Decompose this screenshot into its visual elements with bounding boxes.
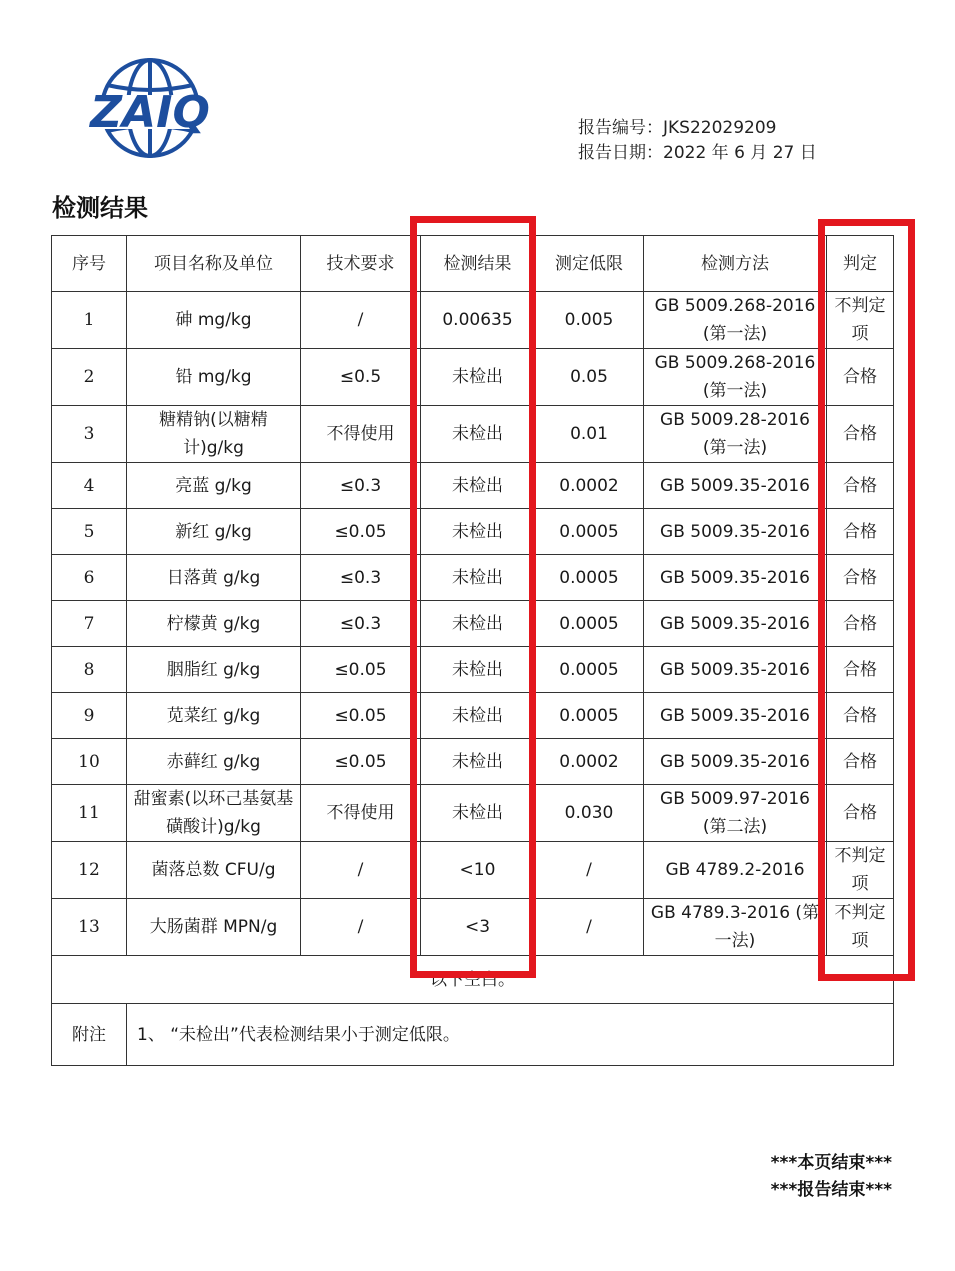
row-requirement: ≤0.3 (301, 555, 421, 601)
row-method: GB 5009.35-2016 (644, 509, 827, 555)
row-item: 柠檬黄 g/kg (127, 601, 301, 647)
header-index: 序号 (52, 236, 127, 292)
row-index: 12 (52, 842, 127, 899)
row-verdict: 合格 (827, 739, 894, 785)
table-row (52, 647, 894, 693)
row-index: 1 (52, 292, 127, 349)
blank-row (52, 956, 894, 1004)
row-limit: 0.0002 (535, 463, 644, 509)
row-verdict: 合格 (827, 406, 894, 463)
row-requirement: ≤0.05 (301, 693, 421, 739)
row-requirement: / (301, 292, 421, 349)
row-requirement: ≤0.3 (301, 463, 421, 509)
row-verdict: 合格 (827, 509, 894, 555)
row-item: 胭脂红 g/kg (127, 647, 301, 693)
remark-text: 1、 “未检出”代表检测结果小于测定低限。 (127, 1004, 894, 1066)
row-item: 甜蜜素(以环己基氨基磺酸计)g/kg (127, 785, 301, 842)
table-row (52, 601, 894, 647)
row-verdict: 合格 (827, 601, 894, 647)
row-result: 未检出 (421, 509, 535, 555)
row-result: 未检出 (421, 406, 535, 463)
table-row (52, 693, 894, 739)
row-index: 3 (52, 406, 127, 463)
row-result: 未检出 (421, 647, 535, 693)
row-verdict: 合格 (827, 785, 894, 842)
row-index: 8 (52, 647, 127, 693)
row-result: <10 (421, 842, 535, 899)
table-row (52, 463, 894, 509)
row-method: GB 5009.35-2016 (644, 601, 827, 647)
row-item: 新红 g/kg (127, 509, 301, 555)
row-requirement: / (301, 842, 421, 899)
row-limit: 0.0005 (535, 647, 644, 693)
row-requirement: ≤0.05 (301, 509, 421, 555)
section-title: 检测结果 (52, 194, 148, 222)
row-requirement: ≤0.05 (301, 647, 421, 693)
row-index: 2 (52, 349, 127, 406)
header-limit: 测定低限 (535, 236, 644, 292)
row-limit: 0.0005 (535, 509, 644, 555)
row-requirement: 不得使用 (301, 406, 421, 463)
row-result: 0.00635 (421, 292, 535, 349)
row-limit: 0.005 (535, 292, 644, 349)
row-index: 10 (52, 739, 127, 785)
row-verdict: 合格 (827, 349, 894, 406)
row-limit: / (535, 842, 644, 899)
row-item: 赤藓红 g/kg (127, 739, 301, 785)
row-method: GB 5009.35-2016 (644, 693, 827, 739)
row-result: 未检出 (421, 601, 535, 647)
row-verdict: 合格 (827, 693, 894, 739)
row-verdict: 不判定项 (827, 292, 894, 349)
row-limit: / (535, 899, 644, 956)
row-item: 菌落总数 CFU/g (127, 842, 301, 899)
row-result: 未检出 (421, 693, 535, 739)
row-limit: 0.0005 (535, 555, 644, 601)
row-method: GB 5009.35-2016 (644, 555, 827, 601)
results-table (51, 235, 894, 1066)
row-result: 未检出 (421, 463, 535, 509)
row-index: 6 (52, 555, 127, 601)
logo-text: ZAIQ (90, 87, 210, 138)
row-method: GB 5009.28-2016 (第一法) (644, 406, 827, 463)
row-limit: 0.05 (535, 349, 644, 406)
row-item: 铅 mg/kg (127, 349, 301, 406)
row-item: 大肠菌群 MPN/g (127, 899, 301, 956)
row-index: 7 (52, 601, 127, 647)
report-number: 报告编号：JKS22029209 (578, 118, 777, 138)
row-verdict: 合格 (827, 463, 894, 509)
header-result: 检测结果 (421, 236, 535, 292)
header-item: 项目名称及单位 (127, 236, 301, 292)
row-requirement: ≤0.3 (301, 601, 421, 647)
row-index: 11 (52, 785, 127, 842)
page-end-text: ***本页结束*** (770, 1153, 892, 1173)
row-method: GB 5009.268-2016 (第一法) (644, 349, 827, 406)
table-row (52, 899, 894, 956)
blank-note: 以下空白。 (52, 956, 894, 1004)
row-limit: 0.0005 (535, 693, 644, 739)
row-method: GB 5009.35-2016 (644, 647, 827, 693)
globe-icon (55, 55, 245, 165)
header-method: 检测方法 (644, 236, 827, 292)
row-method: GB 4789.3-2016 (第一法) (644, 899, 827, 956)
row-method: GB 5009.268-2016 (第一法) (644, 292, 827, 349)
table-row (52, 349, 894, 406)
row-item: 苋菜红 g/kg (127, 693, 301, 739)
row-requirement: ≤0.5 (301, 349, 421, 406)
row-item: 糖精钠(以糖精计)g/kg (127, 406, 301, 463)
row-method: GB 5009.97-2016 (第二法) (644, 785, 827, 842)
row-item: 亮蓝 g/kg (127, 463, 301, 509)
row-limit: 0.0005 (535, 601, 644, 647)
table-header-row (52, 236, 894, 292)
table-row (52, 842, 894, 899)
row-result: 未检出 (421, 739, 535, 785)
table-row (52, 292, 894, 349)
row-verdict: 合格 (827, 555, 894, 601)
row-method: GB 5009.35-2016 (644, 739, 827, 785)
row-item: 砷 mg/kg (127, 292, 301, 349)
end-markers (750, 1150, 892, 1204)
row-verdict: 不判定项 (827, 842, 894, 899)
report-meta (578, 116, 817, 166)
row-limit: 0.0002 (535, 739, 644, 785)
row-method: GB 4789.2-2016 (644, 842, 827, 899)
row-verdict: 合格 (827, 647, 894, 693)
table-row (52, 739, 894, 785)
row-index: 13 (52, 899, 127, 956)
row-method: GB 5009.35-2016 (644, 463, 827, 509)
row-requirement: / (301, 899, 421, 956)
row-limit: 0.01 (535, 406, 644, 463)
report-end-text: ***报告结束*** (770, 1180, 892, 1200)
table-row (52, 509, 894, 555)
row-result: 未检出 (421, 349, 535, 406)
row-index: 5 (52, 509, 127, 555)
row-limit: 0.030 (535, 785, 644, 842)
row-verdict: 不判定项 (827, 899, 894, 956)
row-result: <3 (421, 899, 535, 956)
table-row (52, 555, 894, 601)
company-logo (55, 55, 245, 165)
header-verdict: 判定 (827, 236, 894, 292)
row-index: 9 (52, 693, 127, 739)
row-result: 未检出 (421, 785, 535, 842)
header-requirement: 技术要求 (301, 236, 421, 292)
row-item: 日落黄 g/kg (127, 555, 301, 601)
row-result: 未检出 (421, 555, 535, 601)
remark-label: 附注 (52, 1004, 127, 1066)
table-row (52, 406, 894, 463)
table-row (52, 785, 894, 842)
row-requirement: 不得使用 (301, 785, 421, 842)
row-index: 4 (52, 463, 127, 509)
report-date: 报告日期：2022 年 6 月 27 日 (578, 143, 817, 163)
row-requirement: ≤0.05 (301, 739, 421, 785)
remark-row (52, 1004, 894, 1066)
